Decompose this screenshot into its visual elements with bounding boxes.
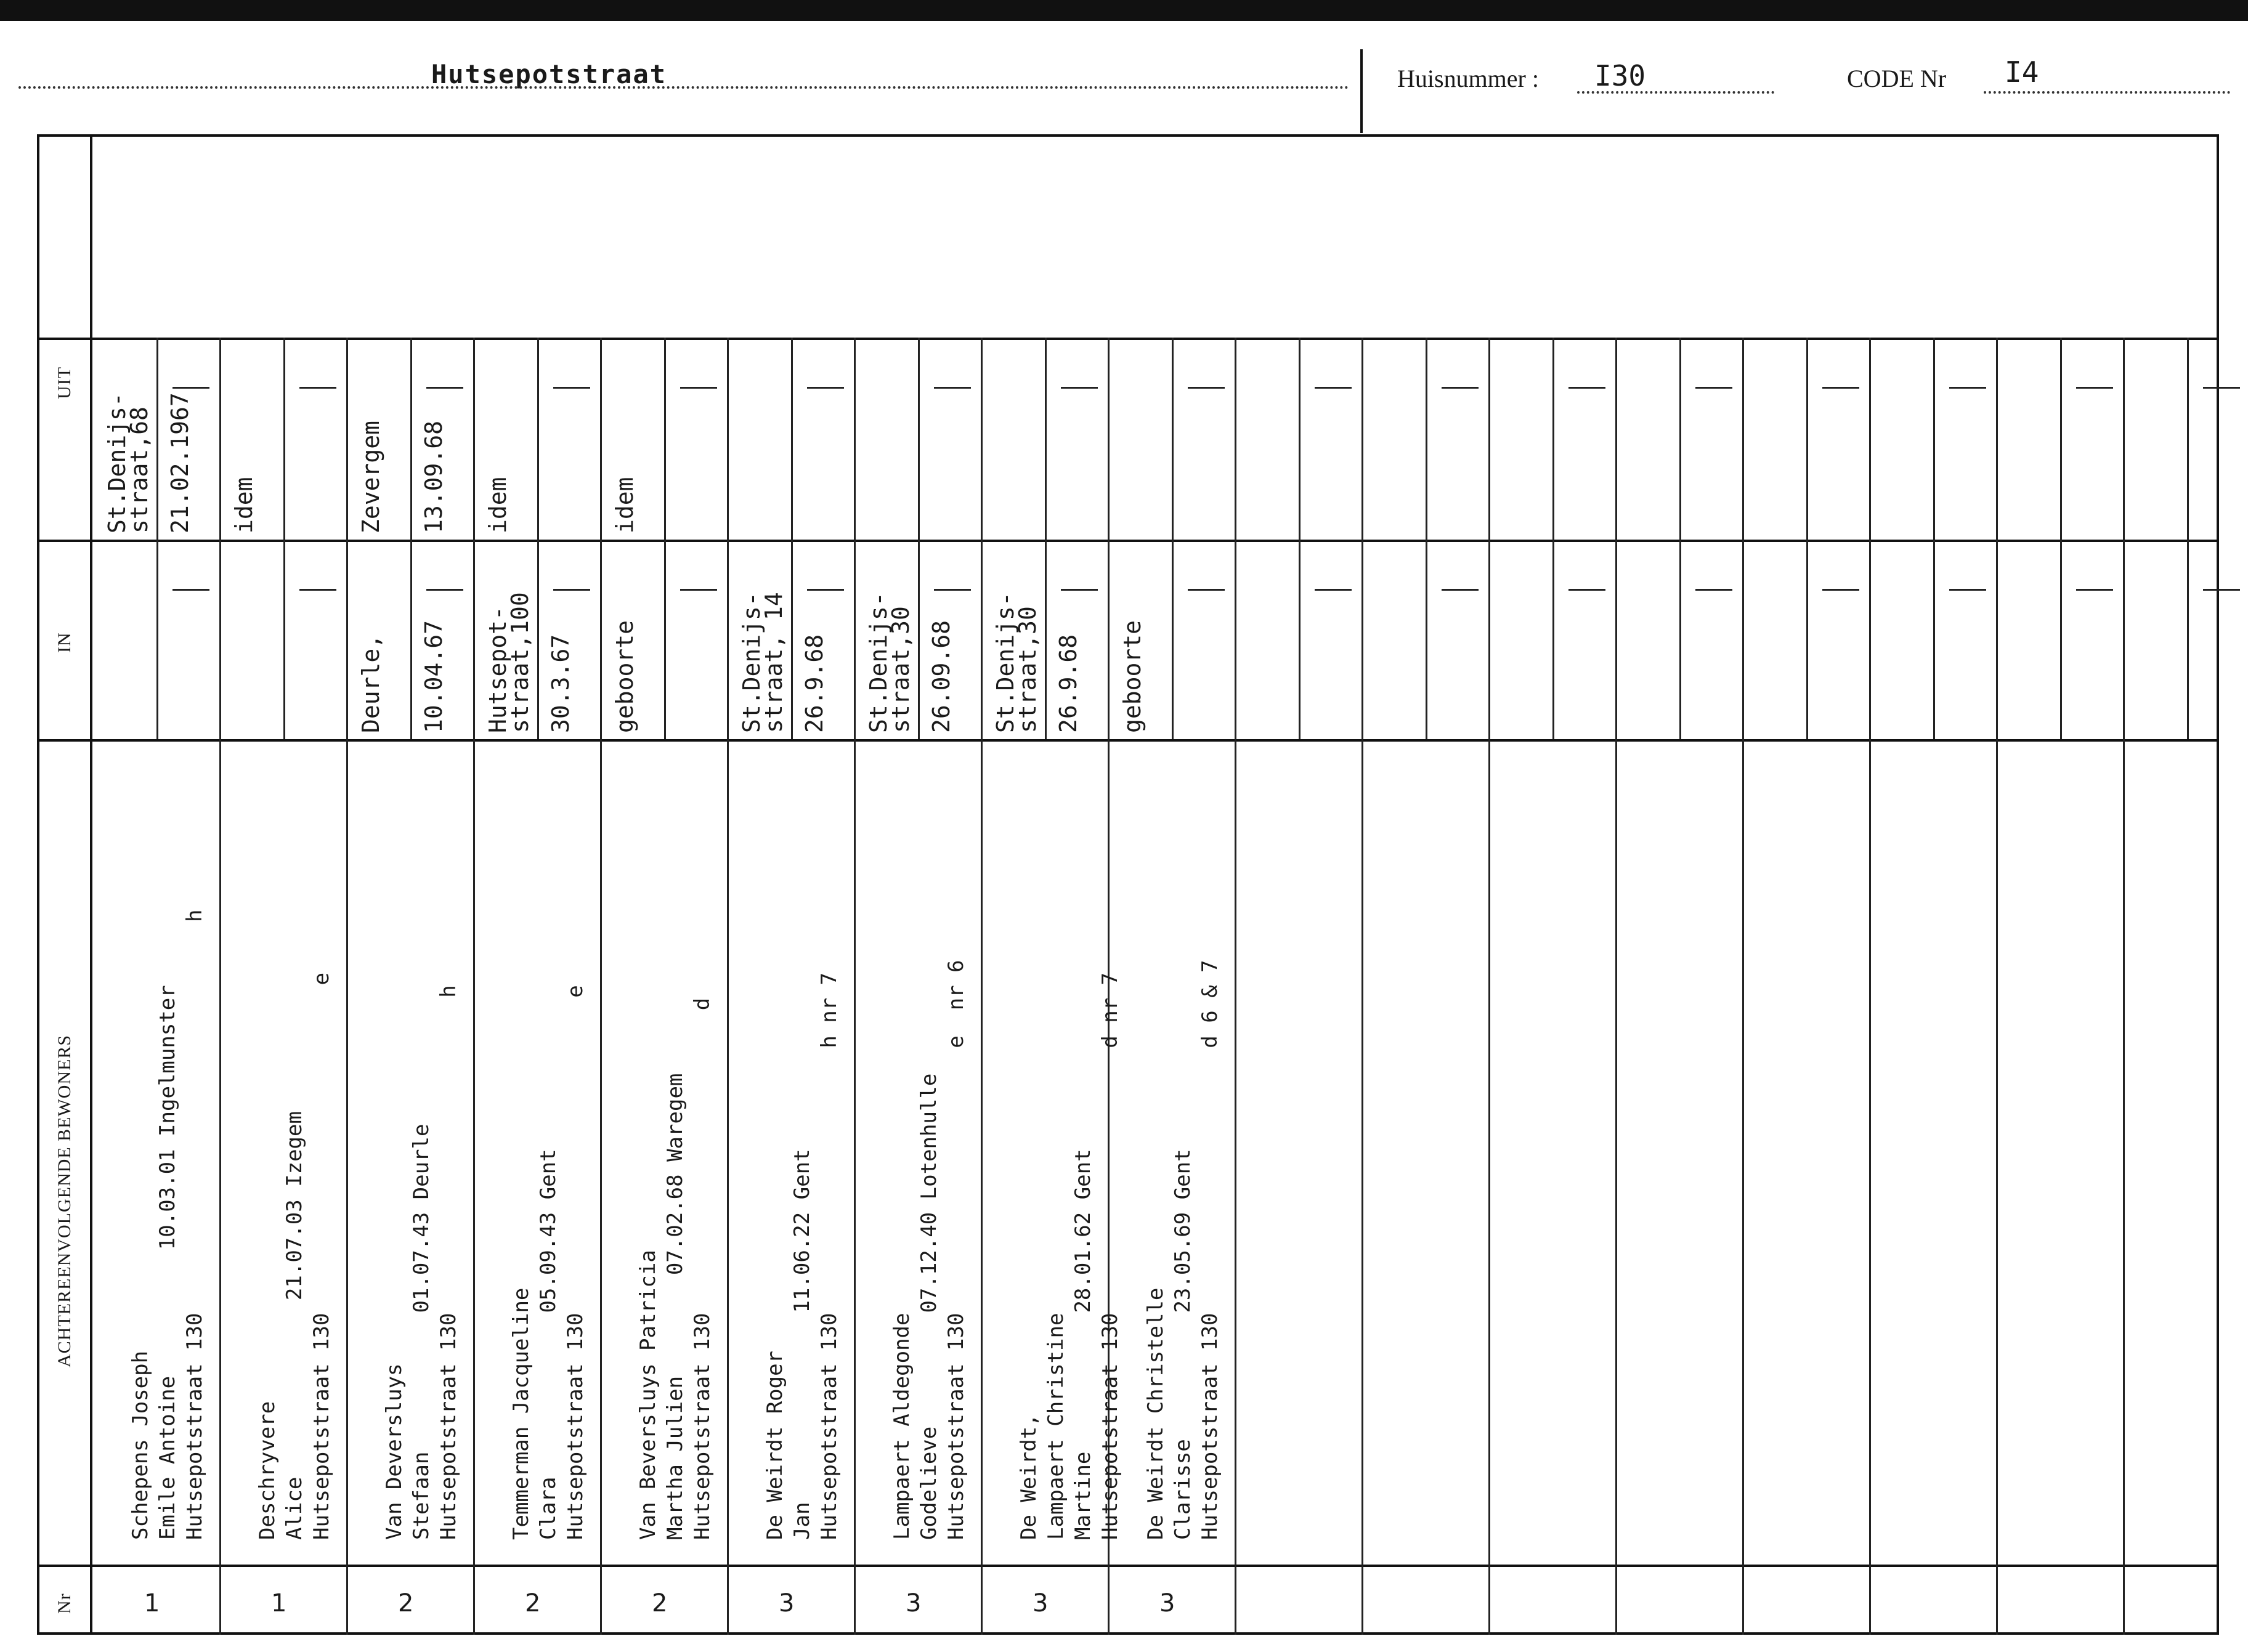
empty-cell-dash: [2203, 589, 2240, 591]
scan-top-edge: [0, 0, 2248, 21]
out-place: idem: [484, 477, 511, 533]
empty-cell-dash: [1822, 589, 1859, 591]
section-divider-residents: [37, 739, 2218, 742]
resident-line: Van Beversluys Patricia: [636, 1250, 660, 1540]
in-date: 10.04.67: [420, 620, 447, 733]
row-number: 1: [144, 1589, 160, 1618]
resident-line: Hutsepotstraat 130 h: [182, 909, 207, 1540]
empty-cell-dash: [1568, 387, 1605, 389]
in-date: 26.9.68: [1055, 634, 1082, 733]
house-number-label: Huisnummer :: [1397, 65, 1539, 92]
row-column-separator: [600, 338, 602, 1635]
empty-cell-dash: [2076, 589, 2113, 591]
row-number: 3: [779, 1589, 795, 1618]
resident-line: Hutsepotstraat 130 e: [563, 985, 588, 1540]
row-column-separator: [854, 338, 856, 1635]
resident-line: Godelieve 07.12.40 Lotenhulle: [917, 1073, 941, 1540]
resident-line: Hutsepotstraat 130 h nr 7: [817, 972, 842, 1540]
row-number: 3: [1159, 1589, 1175, 1618]
resident-entry: [635, 998, 716, 1540]
in-place: St.Denijs- straat,30: [992, 592, 1041, 733]
empty-cell-dash: [299, 387, 336, 389]
row-column-separator: [1869, 338, 1871, 1635]
empty-cell-dash: [934, 387, 971, 389]
row-column-separator: [981, 338, 983, 1635]
row-column-separator: [1235, 338, 1236, 1635]
row-column-separator: [473, 338, 475, 1635]
section-divider-in: [37, 540, 2218, 542]
sub-column-separator: [2187, 338, 2189, 739]
out-place: idem: [611, 477, 638, 533]
section-divider-uit: [37, 338, 2218, 340]
resident-line: De Weirdt Christelle: [1143, 1287, 1168, 1540]
resident-entry: [127, 910, 208, 1541]
sub-column-separator: [1172, 338, 1174, 739]
sub-column-separator: [410, 338, 412, 739]
sub-column-separator: [537, 338, 539, 739]
empty-cell-dash: [172, 387, 209, 389]
resident-line: Clarisse 23.05.69 Gent: [1171, 1149, 1195, 1540]
resident-line: Martha Julien 07.02.68 Waregem: [663, 1073, 688, 1540]
resident-line: De Weirdt Roger: [763, 1350, 787, 1540]
empty-cell-dash: [2076, 387, 2113, 389]
row-column-separator: [1488, 338, 1490, 1635]
sub-column-separator: [283, 338, 285, 739]
code-value: I4: [2005, 55, 2039, 89]
resident-entry: [381, 985, 462, 1540]
empty-cell-dash: [553, 589, 590, 591]
resident-entry: [1142, 960, 1223, 1540]
sub-column-separator: [156, 338, 158, 739]
sub-column-separator: [1552, 338, 1554, 739]
header-column-divider: [90, 134, 92, 1635]
out-date: 21.02.1967: [166, 392, 193, 533]
empty-cell-dash: [807, 589, 844, 591]
resident-line: Hutsepotstraat 130 d nr 7: [1098, 972, 1122, 1540]
row-number: 3: [1033, 1589, 1049, 1618]
section-divider-nr: [37, 1565, 2218, 1567]
resident-entry: [888, 960, 970, 1540]
empty-cell-dash: [680, 589, 717, 591]
empty-cell-dash: [553, 387, 590, 389]
empty-cell-dash: [1315, 387, 1352, 389]
column-header-residents: ACHTEREENVOLGENDE BEWONERS: [54, 1034, 75, 1367]
out-place: St.Denijs- straat,68: [103, 392, 153, 533]
resident-line: Hutsepotstraat 130 d 6 & 7: [1198, 960, 1222, 1540]
empty-cell-dash: [1568, 589, 1605, 591]
resident-line: Martine 28.01.62 Gent: [1071, 1149, 1095, 1540]
row-column-separator: [2123, 338, 2125, 1635]
resident-line: Temmerman Jacqueline: [509, 1287, 534, 1540]
resident-entry: [1015, 973, 1124, 1540]
column-header-uit: UIT: [54, 366, 75, 399]
row-number: 2: [525, 1589, 541, 1618]
row-number: 1: [271, 1589, 287, 1618]
sub-column-separator: [1806, 338, 1808, 739]
sub-column-separator: [1679, 338, 1681, 739]
in-date: 30.3.67: [547, 634, 574, 733]
in-date: 26.9.68: [801, 634, 828, 733]
sub-column-separator: [1426, 338, 1427, 739]
empty-cell-dash: [1188, 589, 1225, 591]
row-column-separator: [727, 338, 729, 1635]
table-left-border: [37, 134, 39, 1635]
empty-cell-dash: [426, 589, 463, 591]
resident-line: Jan 11.06.22 Gent: [790, 1149, 814, 1540]
sub-column-separator: [1933, 338, 1935, 739]
resident-line: Alice 21.07.03 Izegem: [282, 1111, 307, 1540]
resident-line: Hutsepotstraat 130 e: [309, 972, 334, 1540]
empty-cell-dash: [1061, 589, 1098, 591]
street-name: Hutsepotstraat: [431, 59, 667, 89]
in-place: geboorte: [1119, 620, 1146, 733]
row-column-separator: [1742, 338, 1744, 1635]
resident-entry: [761, 973, 843, 1540]
empty-cell-dash: [934, 589, 971, 591]
empty-cell-dash: [1695, 589, 1732, 591]
empty-cell-dash: [2203, 387, 2240, 389]
row-column-separator: [1615, 338, 1617, 1635]
resident-line: Hutsepotstraat 130 h: [436, 985, 461, 1540]
table-right-border: [2217, 134, 2219, 1635]
row-column-separator: [346, 338, 348, 1635]
resident-entry: [508, 985, 589, 1540]
column-header-in: IN: [54, 632, 75, 653]
resident-line: Hutsepotstraat 130 e nr 6: [944, 960, 968, 1540]
resident-line: Emile Antoine 10.03.01 Ingelmunster: [155, 985, 180, 1540]
in-place: geboorte: [611, 620, 638, 733]
resident-line: De Weirdt,: [1016, 1414, 1041, 1540]
resident-line: Lampaert Aldegonde: [890, 1313, 914, 1540]
empty-cell-dash: [1949, 387, 1986, 389]
sub-column-separator: [918, 338, 920, 739]
in-date: 26.09.68: [928, 620, 955, 733]
row-column-separator: [1361, 338, 1363, 1635]
in-place: St.Denijs- straat, 14: [738, 592, 787, 733]
empty-cell-dash: [807, 387, 844, 389]
resident-line: Clara 05.09.43 Gent: [536, 1149, 561, 1540]
out-place: Zevergem: [357, 420, 384, 533]
resident-entry: [254, 973, 335, 1540]
empty-cell-dash: [1442, 589, 1479, 591]
empty-cell-dash: [1442, 387, 1479, 389]
resident-line: Hutsepotstraat 130 d: [690, 997, 715, 1540]
empty-cell-dash: [1315, 589, 1352, 591]
code-dotted-line: [1984, 91, 2230, 94]
row-column-separator: [219, 338, 221, 1635]
sub-column-separator: [2060, 338, 2062, 739]
resident-line: Lampaert Christine: [1044, 1313, 1068, 1540]
empty-cell-dash: [426, 387, 463, 389]
table-top-border: [37, 134, 2218, 137]
empty-cell-dash: [1695, 387, 1732, 389]
empty-cell-dash: [299, 589, 336, 591]
house-number-value: I30: [1594, 59, 1646, 92]
resident-line: Deschryvere: [255, 1401, 280, 1540]
street-dotted-line: [18, 86, 1349, 89]
code-label: CODE Nr: [1847, 65, 1947, 92]
empty-cell-dash: [1949, 589, 1986, 591]
empty-cell-dash: [680, 387, 717, 389]
empty-cell-dash: [172, 589, 209, 591]
header-divider: [1360, 49, 1363, 133]
resident-line: Van Deversluys: [382, 1363, 407, 1540]
row-column-separator: [1996, 338, 1998, 1635]
sub-column-separator: [1299, 338, 1301, 739]
row-number: 2: [398, 1589, 414, 1618]
row-number: 2: [652, 1589, 668, 1618]
empty-cell-dash: [1822, 387, 1859, 389]
empty-cell-dash: [1188, 387, 1225, 389]
house-number-dotted-line: [1577, 91, 1774, 94]
in-place: Hutsepot- straat,100: [484, 592, 534, 733]
empty-cell-dash: [1061, 387, 1098, 389]
resident-line: Stefaan 01.07.43 Deurle: [409, 1124, 434, 1540]
in-place: St.Denijs- straat,30: [865, 592, 914, 733]
out-date: 13.09.68: [420, 420, 447, 533]
column-header-nr: Nr: [54, 1593, 75, 1614]
sub-column-separator: [1045, 338, 1047, 739]
sub-column-separator: [791, 338, 793, 739]
sub-column-separator: [664, 338, 666, 739]
in-place: Deurle,: [357, 634, 384, 733]
table-bottom-border: [37, 1632, 2218, 1635]
out-place: idem: [230, 477, 258, 533]
resident-line: Schepens Joseph: [128, 1350, 153, 1540]
row-number: 3: [906, 1589, 922, 1618]
